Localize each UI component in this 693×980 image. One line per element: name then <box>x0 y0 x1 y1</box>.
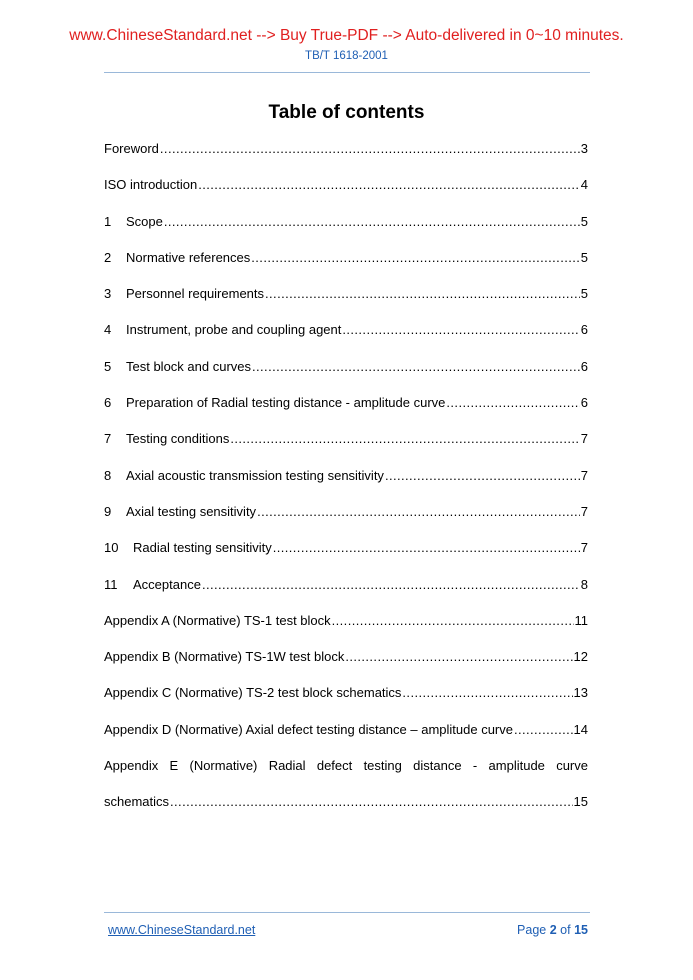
toc-entry[interactable] <box>104 395 588 431</box>
toc-word: Radial <box>268 758 306 774</box>
toc-entry[interactable] <box>104 141 588 177</box>
page-total: 15 <box>574 923 588 937</box>
toc-number: 2 <box>104 249 112 265</box>
toc-word: amplitude <box>488 758 545 774</box>
toc-leader <box>230 431 579 446</box>
toc-entry[interactable] <box>104 431 588 467</box>
toc-page: 5 <box>580 286 588 302</box>
toc-leader <box>265 286 580 301</box>
toc-label: Appendix A (Normative) TS-1 test block <box>104 612 331 628</box>
toc-page: 7 <box>580 431 588 447</box>
toc-word: - <box>472 758 478 774</box>
toc-label: Axial testing sensitivity <box>126 503 257 519</box>
toc-entry[interactable] <box>104 359 588 395</box>
toc-leader <box>446 395 579 410</box>
toc-entry[interactable] <box>104 794 588 830</box>
toc-label: ISO introduction <box>104 177 198 193</box>
toc-word: curve <box>556 758 588 774</box>
toc-page: 14 <box>573 721 588 737</box>
toc-label: Test block and curves <box>126 358 252 374</box>
toc-entry[interactable] <box>104 685 588 721</box>
toc-page: 6 <box>580 395 588 411</box>
header-divider <box>104 72 590 73</box>
toc-leader <box>332 613 574 628</box>
toc-page: 15 <box>573 794 588 810</box>
toc-number: 11 <box>104 576 118 592</box>
toc-word: defect <box>316 758 353 774</box>
toc-leader <box>160 141 580 156</box>
toc-number: 5 <box>104 358 112 374</box>
page-title: Table of contents <box>268 102 425 123</box>
document-id: TB/T 1618-2001 <box>305 50 388 62</box>
toc-label: Acceptance <box>133 576 201 592</box>
toc-entry[interactable] <box>104 468 588 504</box>
table-of-contents <box>104 141 588 831</box>
toc-page: 5 <box>580 213 588 229</box>
toc-label: schematics <box>104 794 170 810</box>
toc-leader <box>251 250 579 265</box>
toc-page: 6 <box>580 358 588 374</box>
toc-number: 4 <box>104 322 112 338</box>
page-current: 2 <box>549 923 557 937</box>
toc-number: 10 <box>104 540 119 556</box>
toc-leader <box>273 540 580 555</box>
toc-entry[interactable] <box>104 214 588 250</box>
toc-word: distance <box>413 758 462 774</box>
toc-leader <box>257 504 580 519</box>
toc-word: E <box>169 758 179 774</box>
toc-number: 9 <box>104 503 112 519</box>
toc-entry[interactable] <box>104 286 588 322</box>
toc-leader <box>402 685 572 700</box>
toc-leader <box>198 177 580 192</box>
toc-number: 8 <box>104 467 112 483</box>
toc-page: 12 <box>573 649 588 665</box>
toc-page: 3 <box>580 141 588 156</box>
toc-entry[interactable] <box>104 540 588 576</box>
toc-label: Personnel requirements <box>126 286 265 302</box>
toc-entry-justified-line[interactable] <box>104 758 588 794</box>
toc-entry[interactable] <box>104 722 588 758</box>
page-number <box>517 923 588 937</box>
toc-leader <box>164 214 580 229</box>
toc-label: Radial testing sensitivity <box>133 540 272 556</box>
toc-number: 1 <box>104 213 112 229</box>
toc-leader <box>342 322 579 337</box>
toc-page: 4 <box>580 177 588 193</box>
toc-label: Normative references <box>126 249 251 265</box>
toc-leader <box>252 359 580 374</box>
toc-number: 6 <box>104 395 112 411</box>
toc-leader <box>514 722 573 737</box>
toc-page: 7 <box>580 540 588 556</box>
toc-label: Appendix D (Normative) Axial defect testing distance – amplitude curve <box>104 721 513 737</box>
toc-page: 5 <box>580 249 588 265</box>
toc-entry[interactable] <box>104 613 588 649</box>
toc-entry[interactable] <box>104 649 588 685</box>
footer-website-link[interactable]: www.ChineseStandard.net <box>108 923 256 937</box>
toc-number: 7 <box>104 431 112 447</box>
page-of: of <box>560 923 571 937</box>
banner-text[interactable]: www.ChineseStandard.net --> Buy True-PDF --> Auto-delivered in 0~10 minutes. <box>69 27 624 44</box>
toc-label: Appendix B (Normative) TS-1W test block <box>104 649 345 665</box>
toc-entry[interactable] <box>104 504 588 540</box>
toc-leader <box>170 794 573 809</box>
toc-page: 7 <box>580 467 588 483</box>
toc-page: 6 <box>580 322 588 338</box>
toc-entry[interactable] <box>104 250 588 286</box>
toc-label: Testing conditions <box>126 431 230 447</box>
toc-page: 11 <box>574 612 588 628</box>
toc-label: Instrument, probe and coupling agent <box>126 322 342 338</box>
toc-word: testing <box>363 758 402 774</box>
toc-leader <box>202 577 580 592</box>
toc-entry[interactable] <box>104 577 588 613</box>
toc-label: Axial acoustic transmission testing sensitivity <box>126 467 384 483</box>
toc-word: (Normative) <box>189 758 258 774</box>
toc-label: Appendix C (Normative) TS-2 test block schematics <box>104 685 402 701</box>
toc-page: 13 <box>573 685 588 701</box>
toc-label: Preparation of Radial testing distance - amplitude curve <box>126 395 446 411</box>
toc-entry[interactable] <box>104 177 588 213</box>
toc-leader <box>385 468 580 483</box>
page-prefix: Page <box>517 923 547 937</box>
toc-leader <box>345 649 572 664</box>
toc-label: Scope <box>126 213 163 229</box>
toc-label: Foreword <box>104 141 159 156</box>
toc-number: 3 <box>104 286 112 302</box>
toc-page: 7 <box>580 503 588 519</box>
toc-word: Appendix <box>104 758 159 774</box>
toc-page: 8 <box>580 576 588 592</box>
footer-divider <box>104 912 590 913</box>
toc-entry[interactable] <box>104 322 588 358</box>
